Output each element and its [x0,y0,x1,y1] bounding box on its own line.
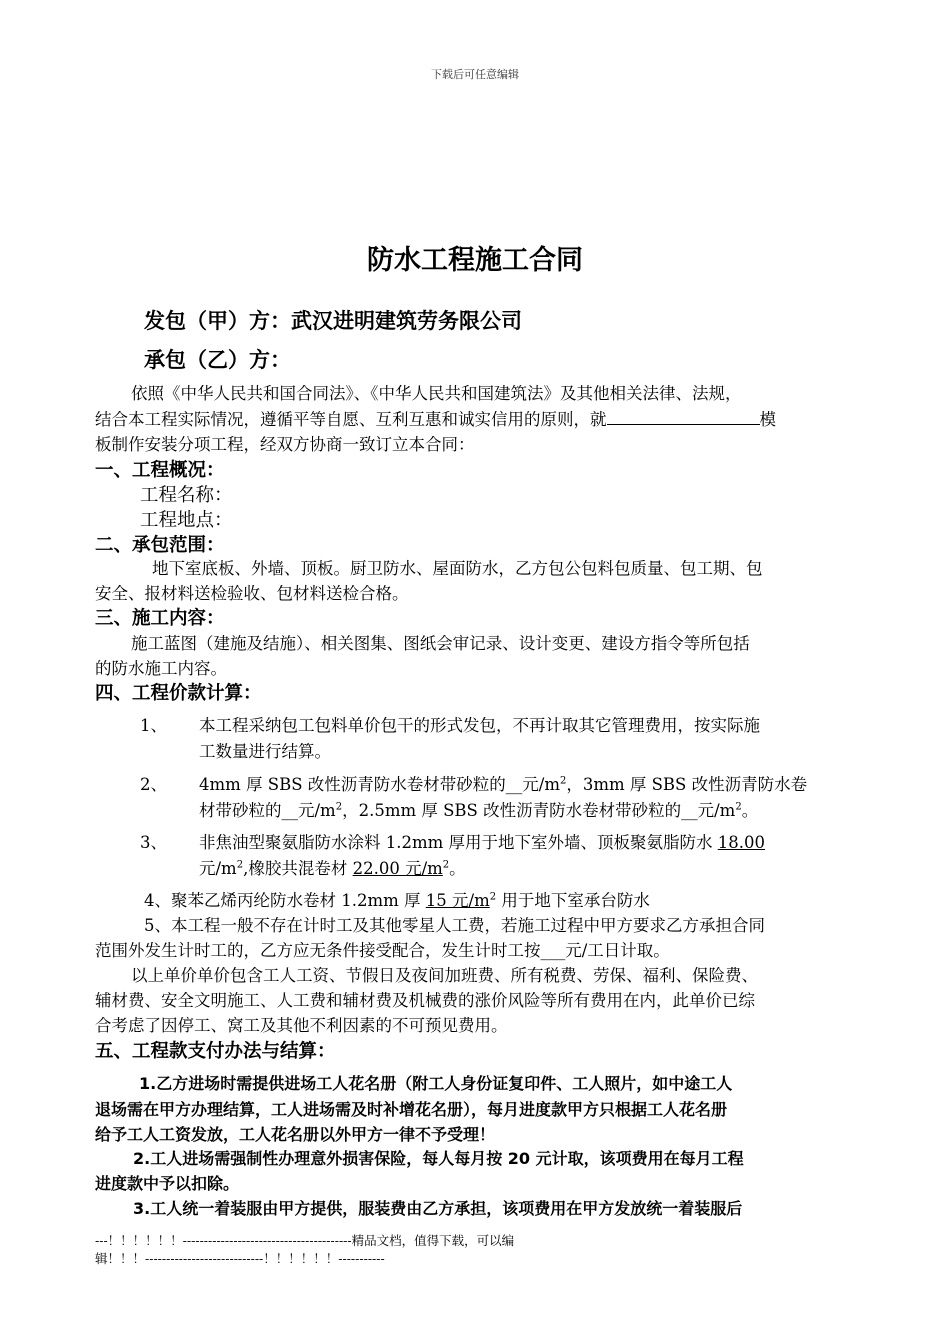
project-name-label: 工程名称： [140,485,233,506]
footer-line-2: 辑！！！----------------------------！！！！！！----------- [95,1251,385,1266]
item-3-line-2-b: ,橡胶共混卷材 [243,859,353,878]
payment-1-line-1: 1.乙方进场时需提供进场工人花名册（附工人身份证复印件、工人照片，如中途工人 [139,1074,733,1093]
intro-line-2-text: 结合本工程实际情况，遵循平等自愿、互利互惠和诚实信用的原则，就 [95,410,607,429]
party-b: 承包（乙）方： [144,348,291,372]
item-2-line-2-b: ，2.5mm 厚 SBS 改性沥青防水卷材带砂粒的__元/m [342,801,736,820]
payment-1-line-2: 退场需在甲方办理结算，工人进场需及时补增花名册），每月进度款甲方只根据工人花名册 [95,1100,728,1119]
superscript-2: 2 [489,891,497,903]
item-3-line-2-a: 元/m [199,859,237,878]
item-5-line-1: 5、本工程一般不存在计时工及其他零星人工费，若施工过程中甲方要求乙方承担合同 [144,916,765,935]
item-4-c: 用于地下室承台防水 [496,891,650,910]
intro-line-3: 板制作安装分项工程，经双方协商一致订立本合同： [95,435,475,454]
content-line-2: 的防水施工内容。 [95,659,227,678]
item-1-number: 1、 [140,716,167,735]
item-5-line-2: 范围外发生计时工的，乙方应无条件接受配合，发生计时工按___元/工日计取。 [95,941,670,960]
payment-2-line-2: 进度款中予以扣除。 [95,1174,240,1193]
rubber-membrane-price: 22.00 [352,859,406,878]
item-2-line-1-a: 4mm 厚 SBS 改性沥青防水卷材带砂粒的__元/m [199,775,560,794]
item-3-line-1-a: 非焦油型聚氨脂防水涂料 1.2mm 厚用于地下室外墙、顶板聚氨脂防水 [199,833,718,852]
item-4-a: 4、聚苯乙烯丙纶防水卷材 1.2mm 厚 [144,891,426,910]
item-3-line-2-d: 。 [449,859,466,878]
price-note-line-3: 合考虑了因停工、窝工及其他不利因素的不可预见费用。 [95,1016,508,1035]
superscript-2: 2 [236,859,244,871]
item-2-line-2-c: 。 [741,801,759,820]
item-3-line-2 [199,855,466,879]
item-2-line-1 [199,771,807,795]
section-5-heading: 五、工程款支付办法与结算： [95,1041,336,1062]
section-3-heading: 三、施工内容： [95,608,225,629]
item-2-number: 2、 [140,775,167,794]
section-2-heading: 二、承包范围： [95,535,225,556]
item-4 [144,887,650,911]
item-2-line-2-a: 材带砂粒的__元/m [199,801,336,820]
payment-2-line-1: 2.工人进场需强制性办理意外损害保险，每人每月按 20 元计取，该项费用在每月工程 [133,1149,744,1168]
payment-1-line-3: 给予工人工资发放，工人花名册以外甲方一律不予受理！ [95,1125,496,1144]
item-2-line-2 [199,797,758,821]
scope-line-1: 地下室底板、外墙、顶板。厨卫防水、屋面防水，乙方包公包料包质量、包工期、包 [152,559,763,578]
footer-line-1: ---！！！！！！----------------------------------------精品文档，值得下载，可以编 [95,1233,515,1248]
superscript-2: 2 [559,775,567,787]
item-4-unit: 元/m [452,891,490,910]
price-note-line-1: 以上单价单价包含工人工资、节假日及夜间加班费、所有税费、劳保、福利、保险费、 [131,966,758,985]
price-note-line-2: 辅材费、安全文明施工、人工费和辅材费及机械费的涨价风险等所有费用在内，此单价已综 [95,991,755,1010]
superscript-2: 2 [335,801,343,813]
scope-line-2: 安全、报材料送检验收、包材料送检合格。 [95,584,409,603]
intro-line-1: 依照《中华人民共和国合同法》、《中华人民共和国建筑法》及其他相关法律、法规， [131,384,742,403]
polyurethane-price: 18.00 [717,833,766,852]
item-1-line-1: 本工程采纳包工包料单价包干的形式发包，不再计取其它管理费用，按实际施 [199,716,760,735]
intro-line-2 [95,406,776,430]
item-3-line-1 [199,829,765,853]
section-4-heading: 四、工程价款计算： [95,683,262,704]
superscript-2: 2 [735,801,742,813]
item-2-line-1-b: ，3mm 厚 SBS 改性沥青防水卷 [566,775,808,794]
document-title: 防水工程施工合同 [367,245,583,276]
payment-3-line-1: 3.工人统一着装服由甲方提供，服装费由乙方承担，该项费用在甲方发放统一着装服后 [133,1199,743,1218]
header-note: 下载后可任意编辑 [431,68,519,81]
content-line-1: 施工蓝图（建施及结施）、相关图集、图纸会审记录、设计变更、建设方指令等所包括 [131,634,750,653]
superscript-2: 2 [442,859,450,871]
section-1-heading: 一、工程概况： [95,460,225,481]
item-3-number: 3、 [140,833,167,852]
party-a: 发包（甲）方：武汉进明建筑劳务限公司 [144,309,522,333]
project-name-blank [607,408,760,425]
intro-line-2-end: 模 [759,410,776,429]
polyethylene-price: 15 [425,891,453,910]
item-3-line-2-unit: 元/m [405,859,443,878]
item-1-line-2: 工数量进行结算。 [199,742,331,761]
project-location-label: 工程地点： [140,510,233,531]
